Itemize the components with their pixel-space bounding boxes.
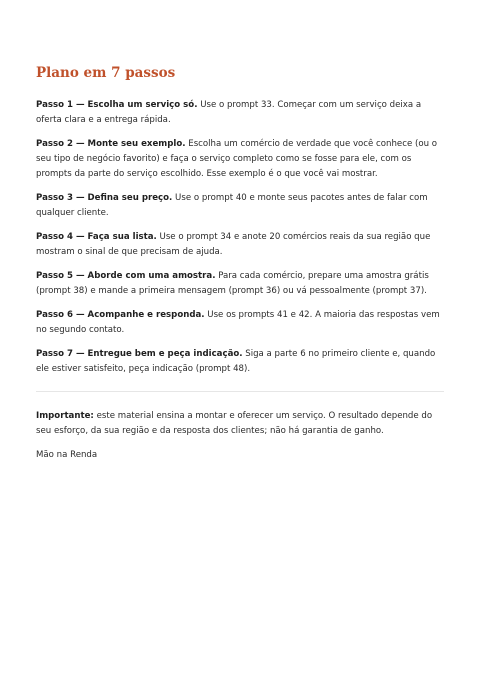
step-6-text: Use os prompts 41 e 42. A maioria das respostas vem no segundo contato. bbox=[36, 309, 440, 335]
step-7 bbox=[36, 347, 444, 377]
step-7-heading: Passo 7 — Entregue bem e peça indicação. bbox=[36, 348, 243, 359]
step-1-heading: Passo 1 — Escolha um serviço só. bbox=[36, 100, 198, 110]
step-4-text: Use o prompt 34 e anote 20 comércios reais da sua região que mostram o sinal de que precisam de ajuda. bbox=[36, 231, 431, 258]
step-2-heading: Passo 2 — Monte seu exemplo. bbox=[36, 138, 186, 149]
page-title: Plano em 7 passos bbox=[36, 65, 176, 81]
step-1 bbox=[36, 98, 444, 128]
step-2 bbox=[36, 137, 444, 183]
signature: Mão na Renda bbox=[36, 450, 98, 461]
step-5-heading: Passo 5 — Aborde com uma amostra. bbox=[36, 270, 216, 281]
step-3-heading: Passo 3 — Defina seu preço. bbox=[36, 193, 173, 204]
step-2-text: Escolha um comércio de verdade que você conhece (ou o seu tipo de negócio favorito) e faça o serviço completo como se fosse para ele, com os prompts da parte do serviço escolhido. Esse exemplo é o que você vai mostrar. bbox=[36, 138, 438, 180]
step-5-text: Para cada comércio, prepare uma amostra grátis (prompt 38) e mande a primeira mensagem (prompt 36) ou vá pessoalmente (prompt 37). bbox=[36, 270, 429, 297]
step-5 bbox=[36, 269, 444, 299]
section-divider bbox=[36, 391, 444, 392]
step-6-heading: Passo 6 — Acompanhe e responda. bbox=[36, 309, 205, 320]
important-note-text: este material ensina a montar e oferecer um serviço. O resultado depende do seu esforço, da sua região e da resposta dos clientes; não há garantia de ganho. bbox=[36, 411, 433, 437]
important-note bbox=[36, 409, 444, 439]
step-7-text: Siga a parte 6 no primeiro cliente e, quando ele estiver satisfeito, peça indicação (prompt 48). bbox=[36, 348, 436, 374]
step-3-text: Use o prompt 40 e monte seus pacotes antes de falar com qualquer cliente. bbox=[36, 193, 428, 219]
step-4-heading: Passo 4 — Faça sua lista. bbox=[36, 231, 157, 242]
step-1-text: Use o prompt 33. Começar com um serviço deixa a oferta clara e a entrega rápida. bbox=[36, 100, 422, 126]
step-6 bbox=[36, 308, 444, 338]
important-note-heading: Importante: bbox=[36, 411, 94, 422]
step-4 bbox=[36, 230, 444, 260]
step-3 bbox=[36, 191, 444, 221]
